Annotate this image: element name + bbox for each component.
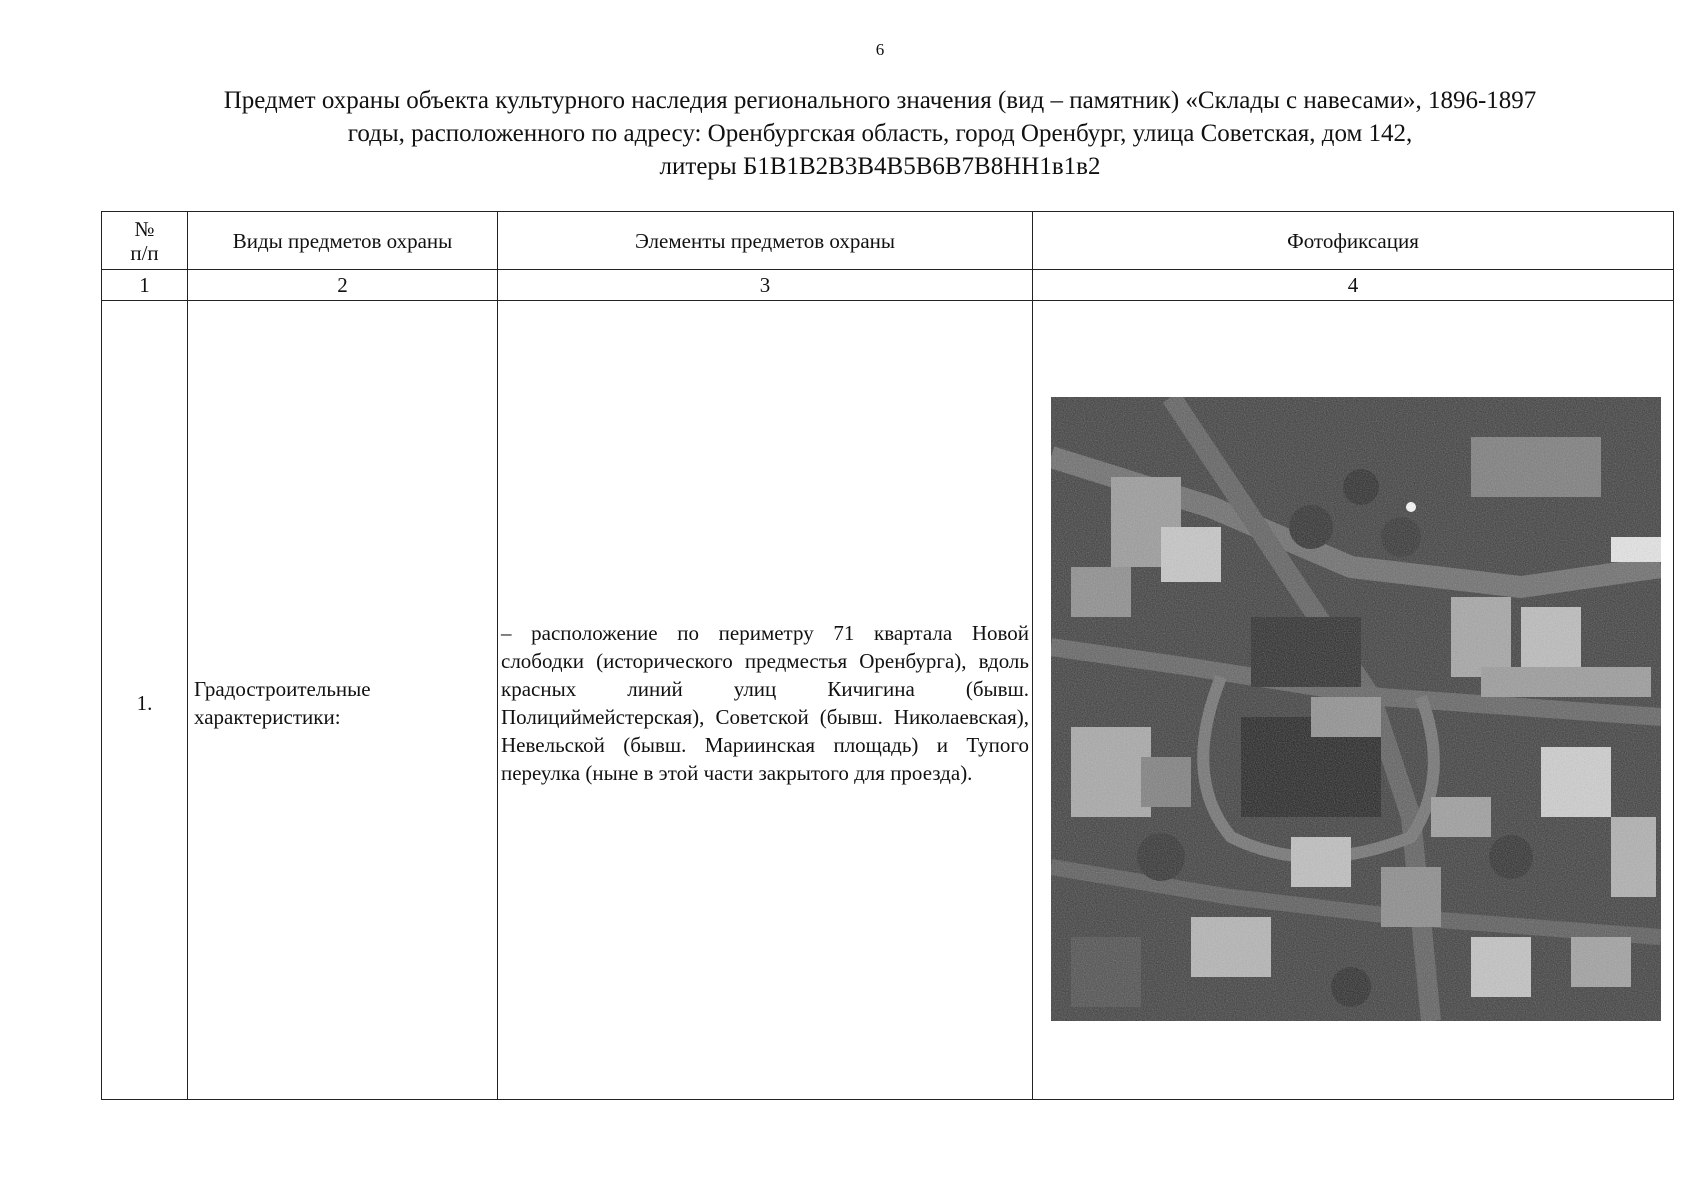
column-number-2: 2 (188, 270, 498, 301)
column-number-row (102, 270, 1674, 301)
title-line-2: годы, расположенного по адресу: Оренбургская область, город Оренбург, улица Советская, дом 142, (347, 120, 1413, 147)
table-row (102, 301, 1674, 1100)
aerial-photo (1051, 397, 1661, 1021)
page-number: 6 (875, 40, 885, 59)
column-number-3: 3 (498, 270, 1033, 301)
document-title (100, 84, 1660, 183)
header-photo: Фотофиксация (1033, 212, 1674, 270)
column-number-4: 4 (1033, 270, 1674, 301)
row-kind: Градостроительные характеристики: (188, 301, 498, 1100)
title-line-3: литеры Б1В1В2В3В4В5В6В7В8НН1в1в2 (659, 153, 1101, 180)
column-number-1: 1 (102, 270, 188, 301)
header-kind: Виды предметов охраны (188, 212, 498, 270)
protection-table (101, 211, 1674, 1100)
aerial-photo-drawing (1051, 397, 1661, 1021)
header-row (102, 212, 1674, 270)
row-elements: – расположение по периметру 71 квартала Новой слободки (исторического предместья Оренбурга), вдоль красных линий улиц Кичигина (бывш. Полициймейстерская), Советской (бывш. Николаевская), Невельской (бывш. Мариинская площадь) и Тупого переулка (ныне в этой части закрытого для проезда). (498, 301, 1033, 1100)
header-number: № п/п (102, 212, 188, 270)
row-number: 1. (102, 301, 188, 1100)
row-photo-cell (1033, 301, 1674, 1100)
title-line-1: Предмет охраны объекта культурного наследия регионального значения (вид – памятник) «Склады с навесами», 1896-1897 (223, 87, 1537, 114)
header-elements: Элементы предметов охраны (498, 212, 1033, 270)
